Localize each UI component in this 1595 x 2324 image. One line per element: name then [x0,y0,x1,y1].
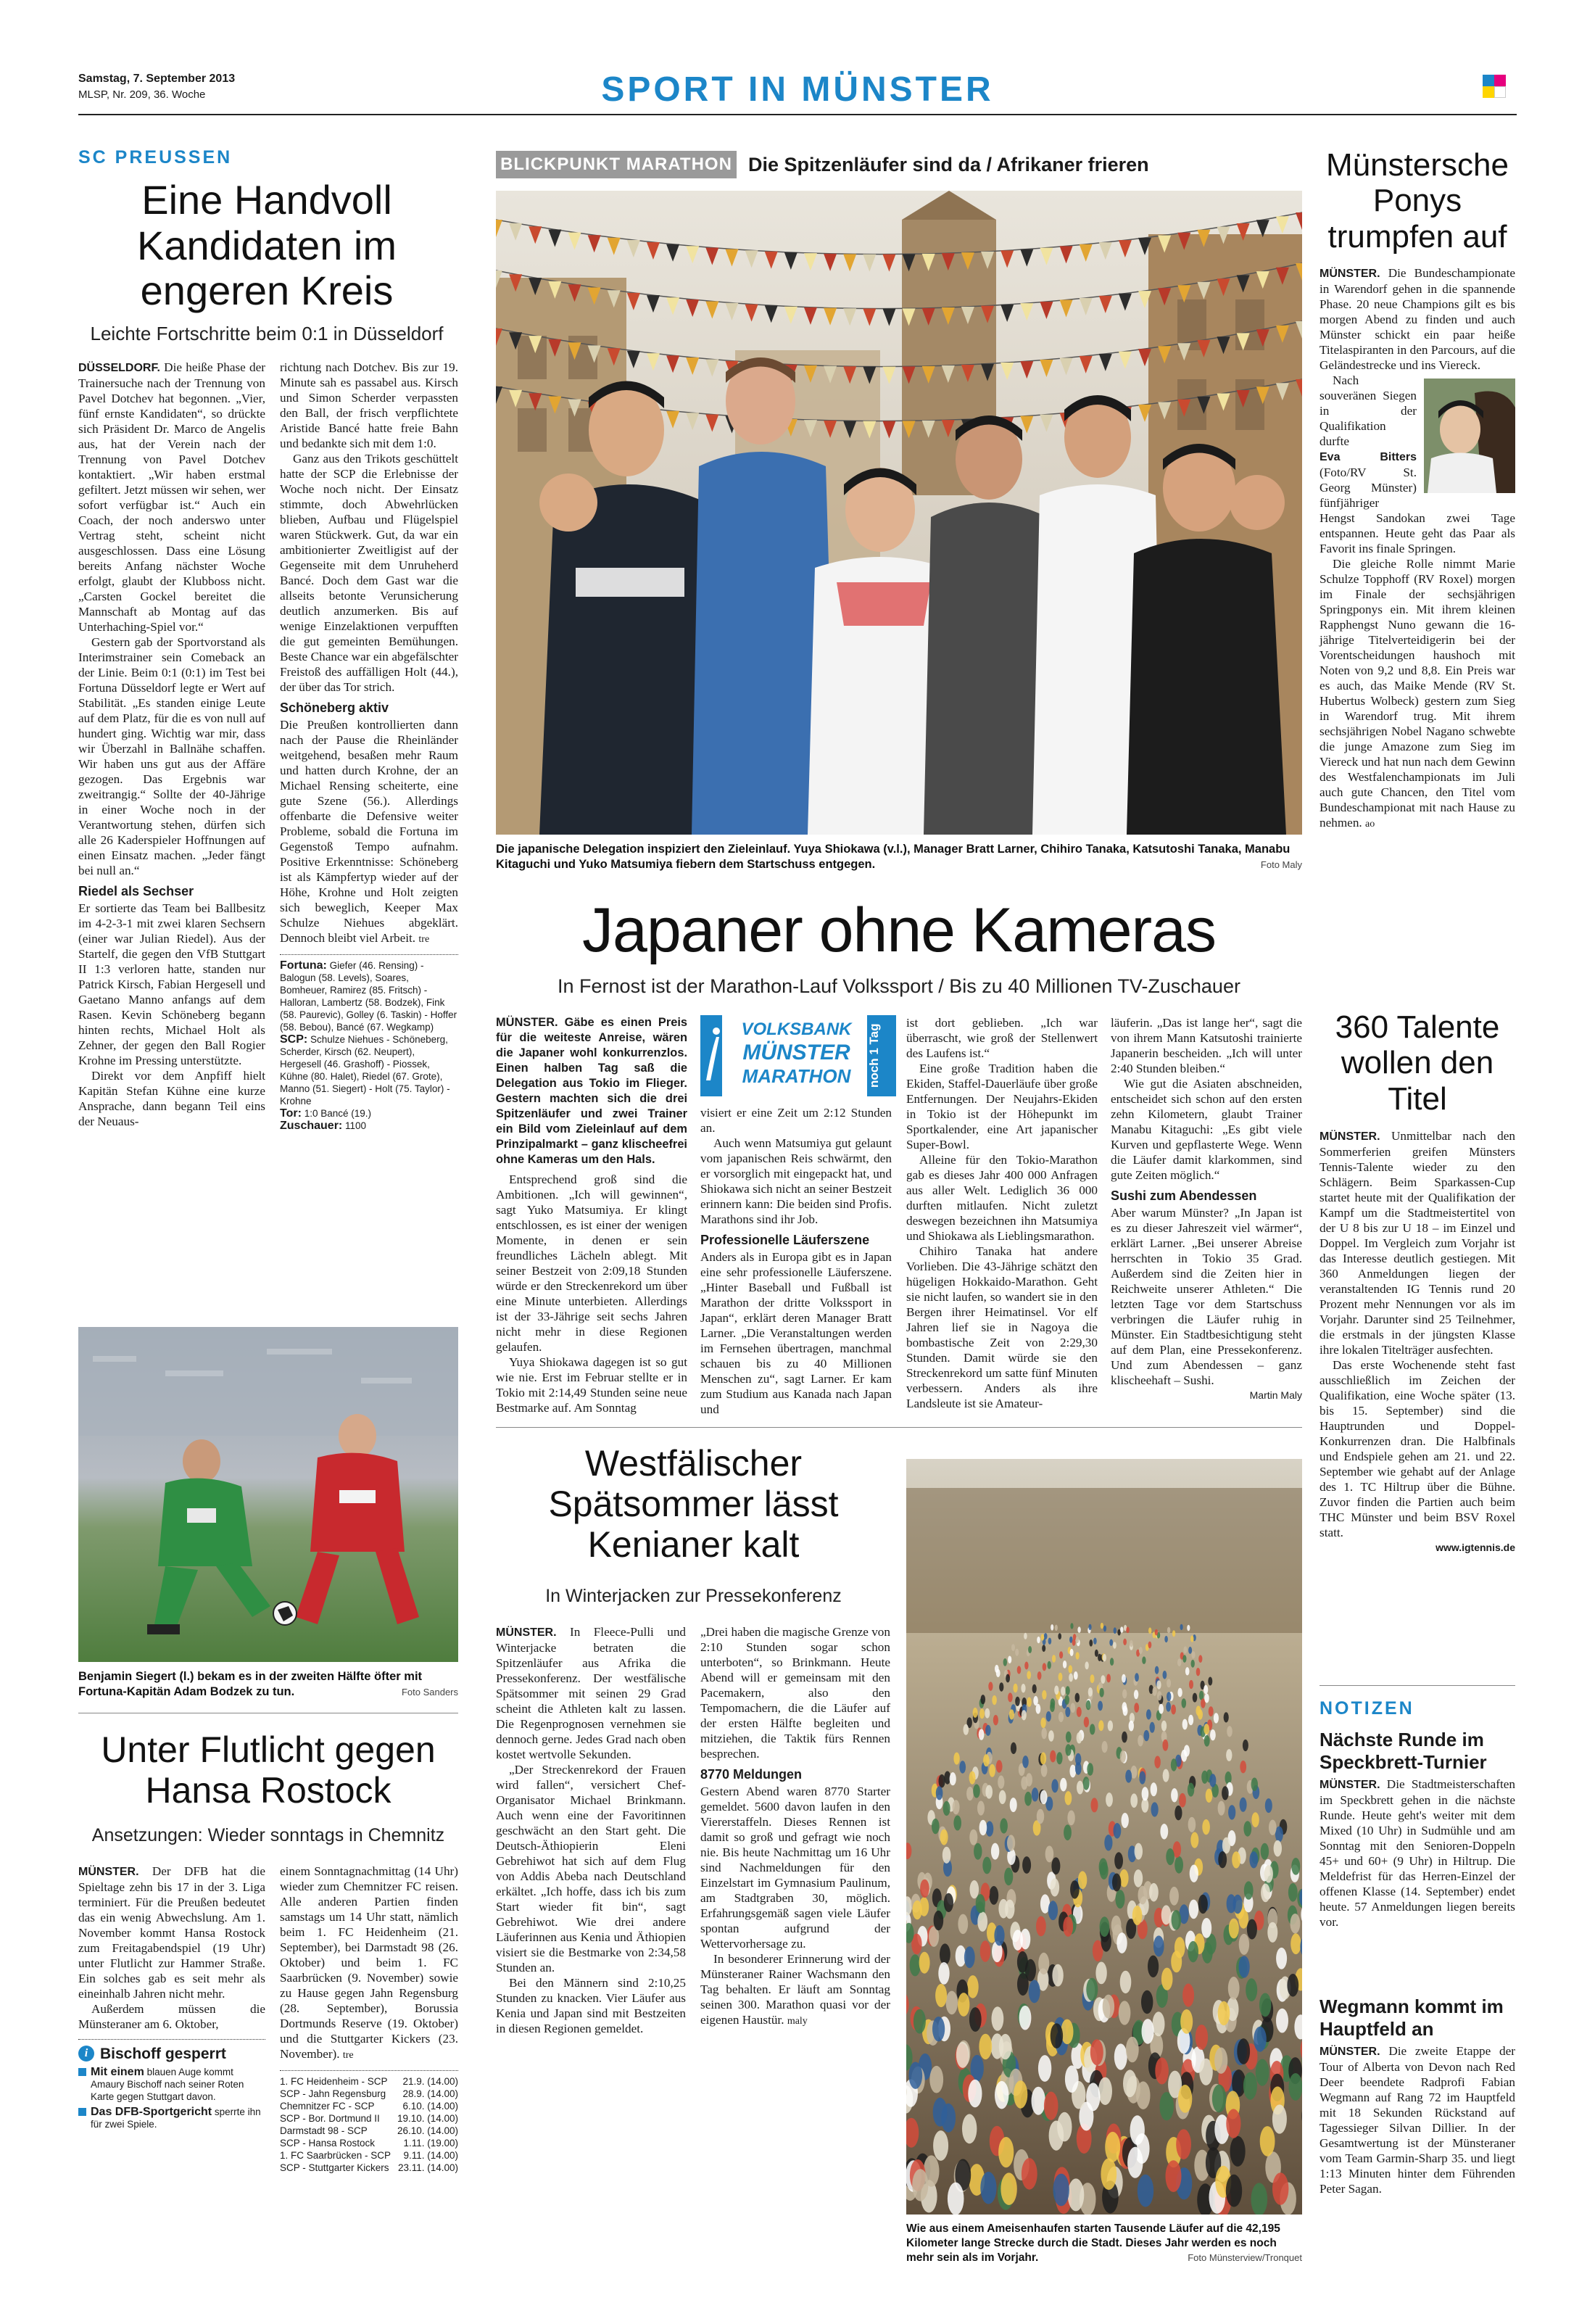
marathon-kicker-box: BLICKPUNKT MARATHON [496,151,737,178]
schedule-match: SCP - Jahn Regensburg [280,2088,386,2099]
schedule-match: Chemnitzer FC - SCP [280,2101,375,2112]
schedule-date: 1.11. (19.00) [403,2138,458,2149]
schedule-date: 19.10. (14.00) [397,2113,458,2124]
schedule-row [280,2125,458,2137]
schedule-date: 9.11. (14.00) [403,2150,458,2161]
marathon-col1-lead: MÜNSTER. Gäbe es einen Preis für die weiteste Anreise, wären die Japaner wohl konkurrenzlos. Einen halben Tag saß die Delegation aus Tokio im Flieger. Gestern machten sich die drei Spitzenläufer und zwei Trainer ein Bild vom Zieleinlauf auf dem Prinzipalmarkt – ganz klischeefrei ohne Kameras um den Hals. Entsprechend groß sind die Ambitionen. „Ich will gewinnen“, sagt Yuko Matsumiya. Er klingt entschlossen, es ist einer der wenigen Momente, in denen er sein freundliches Lächeln ablegt. Mit seiner Bestzeit von 2:09,18 Stunden würde er den Streckenrekord um über eine Minute unterbieten. Allerdings ist der 33-Jährige seit sechs Jahren nicht mehr in diese Regionen gelaufen. Yuya Shiokawa dagegen ist so gut wie nie. Erst im Februar stellte er in Tokio mit 2:14,49 Stunden seine neue Bestmarke auf. Am Sonntag [496,1016,687,1415]
schedule-match: SCP - Bor. Dortmund II [280,2113,380,2124]
bischoff-box: i Bischoff gesperrt Mit einem blauen Auge kommt Amaury Bischoff nach seiner Roten Karte gegen Stuttgart davon. Das DFB-Sportgericht sperrte ihn für zwei Spiele. [78,2046,265,2130]
schedule-match: SCP - Stuttgarter Kickers [280,2162,389,2173]
schedule-date: 23.11. (14.00) [397,2162,458,2173]
flutlicht-col2: einem Sonntagnachmittag (14 Uhr) wieder zum Chemnitzer FC reisen. Alle anderen Partien finden samstags um 14 Uhr statt, nämlich beim 1. FC Heidenheim (21. September), bei Darmstadt 98 (26. Oktober) und beim 1. FC Saarbrücken (9. November) sowie zu Hause gegen Jahn Regensburg (28. September), Borussia Dortmunds Reserve (19. Oktober) und die Stuttgarter Kickers (23. November). tre 1. FC Heidenheim - SCP 21.9. (14.00) SCP - Jahn Regensburg 28.9. (14.00) Chemnitzer FC - SCP 6.10. (14.00) SCP - Bor. Dortmund II 19.10. (14.00) Darmstadt 98 - SCP 26.10. (14.00) SCP - Hansa Rostock 1.11. (19.00) 1. FC Saarbrücken - SCP 9.11. (14.00) SCP - Stuttgarter Kickers 23.11. (14.00) [280,1864,458,2173]
marathon-col2: visiert er eine Zeit um 2:12 Stunden an. Auch wenn Matsumiya gut gelaunt vom japanischen Reis schwärmt, den er vorsorglich mit eingepackt hat, und Shiokawa sich nicht an seiner Bestzeit erinnern kann: Die beiden sind Profis. Marathons sind ihr Job. Professionelle Läuferszene Anders als in Europa gibt es in Japan eine sehr professionelle Läuferszene. „Hinter Baseball und Fußball ist Marathon der dritte Volkssport in Japan“, erklärt deren Manager Bratt Larner. „Die Veranstaltungen werden im Fernsehen übertragen, manchmal schauen bis zu 40 Millionen Menschen zu“, sagt Larner. Er kam zum Studium aus Kanada nach Japan und [700,1106,892,1416]
marathon-col4: läuferin. „Das ist lange her“, sagt die von ihrem Mann Katsutoshi trainierte Japanerin bescheiden. „Ich will unter 2:40 Stunden bleiben.“ Wie gut die Asiaten abschneiden, entscheidet sich schon auf den ersten zehn Kilometern, glaubt Trainer Manabu Kitaguchi: „Es gibt viele Kurven und gepflasterte Wege. Wenn die Läufer damit klarkommen, sind gute Zeiten möglich.“ Sushi zum Abendessen Aber warum Münster? „In Japan ist es zu dieser Jahreszeit viel wärmer“, erklärt Larner. „Bei unserer Abreise herrschten in Tokio 35 Grad. Außerdem sind die Zeiten hier in Reichweite unserer Athleten.“ Die letzten Tage vor dem Startschuss verbringen die Läufer ruhig in Münster. Ein Stadtbesichtigung steht auf dem Plan, eine Pressekonferenz. Und zum Abendessen – ganz klischeehaft – Sushi. Martin Maly [1111,1016,1302,1401]
kenianer-headline: Westfälischer Spätsommer lässt Kenianer kalt [548,1443,839,1565]
schedule-row [280,2162,458,2174]
flutlicht-headline: Unter Flutlicht gegen Hansa Rostock [101,1729,436,1811]
crowd-photo [906,1459,1302,2215]
notiz1-headline: Nächste Runde im Speckbrett-Turnier [1320,1729,1487,1773]
preussen-headline: Eine Handvoll Kandidaten im engeren Kreis [136,177,397,314]
schedule-match: Darmstadt 98 - SCP [280,2125,368,2136]
bischoff-title: Bischoff gesperrt [100,2045,226,2062]
notiz1-text: MÜNSTER. Die Stadtmeisterschaften im Speckbrett gehen in die nächste Runde. Heute geht's weiter mit dem Mixed (10 Uhr) in Sudmühle und am Sonntag mit den Senioren-Doppeln 45+ und 60+ (9 Uhr) in Hiltrup. Die Meldefrist für das Herren-Einzel der offenen Klasse (14. September) endet heute. 57 Anmeldungen liegen bereits vor. [1320,1777,1515,1929]
notiz2-headline: Wegmann kommt im Hauptfeld an [1320,1996,1504,2040]
volksbank-marathon-logo: VOLKSBANK MÜNSTER MARATHON noch 1 Tag [700,1015,896,1096]
notiz2-text: MÜNSTER. Die zweite Etappe der Tour of Alberta von Devon nach Red Deer beendete Radprofi Fabian Wegmann auf Rang 72 im Hauptfeld mit 18 Sekunden Rückstand auf Tagessieger Silvan Dillier. In der Gesamtwertung ist der Münsteraner vom Team Garmin-Sharp 35. und liegt 1:13 Minuten hinter dem Führenden Peter Sagan. [1320,2044,1515,2196]
kenianer-subhead: In Winterjacken zur Pressekonferenz [545,1586,842,1606]
schedule-date: 21.9. (14.00) [402,2076,458,2087]
schedule-match: 1. FC Saarbrücken - SCP [280,2150,392,2161]
flutlicht-subhead: Ansetzungen: Wieder sonntags in Chemnitz [91,1825,445,1845]
preussen-lineups: Fortuna: Giefer (46. Rensing) - Balogun (58. Levels), Soares, Bomheuer, Ramirez (85. Fritsch) - Halloran, Lambertz (58. Bodzek), Fink (58. Paurevic), Golley (6. Taskin) - Hoffer (58. Bebou), Bancé (67. Wegkamp) SCP: Schulze Niehues - Schöneberg, Scherder, Kirsch (62. Neupert), Hergesell (46. Grashoff) - Piossek, Kühne (80. Halet), Riedel (67. Grote), Manno (51. Siegert) - Holt (75. Taylor) - Krohne Tor: 1:0 Bancé (19.) Zuschauer: 1100 [280,959,457,1132]
marathon-col3: ist dort geblieben. „Ich war überrascht, wie groß der Stellenwert des Laufens ist.“ Eine große Tradition haben die Ekiden, Staffel-Dauerläufe über große Entfernungen. Der Neujahrs-Ekiden in Tokio ist der Höhepunkt im Sportkalender, eine Art japanischer Super-Bowl. Alleine für den Tokio-Marathon gab es dieses Jahr 400 000 Anfragen aus aller Welt. Lediglich 36 000 durften mitlaufen. Nicht zuletzt deswegen bezeichnen ihn Matsumiya und Shiokawa als Lieblingsmarathon. Chihiro Tanaka hat andere Vorlieben. Die 43-Jährige schätzt den hügeligen Hokkaido-Marathon. Geht sie nicht laufen, so wandert sie in den Bergen ihrer Heimatinsel. Vor elf Jahren lief sie in Nagoya die bombastische Zeit von 2:29,30 Stunden. Damit würde sie den Streckenrekord um satte fünf Minuten verbessern. Anders als ihre Landsleute ist sie Amateur- [906,1016,1098,1410]
masthead-rule [78,114,1517,115]
bullet-square-icon [78,2108,86,2116]
schedule-match: 1. FC Heidenheim - SCP [280,2076,388,2087]
ponys-text: MÜNSTER. Die Bundeschampionate in Warendorf gehen in die spannende Phase. 20 neue Champions gilt es bis morgen Abend zu finden und auch Münster schickt ein paar heiße Titelaspiranten in den Parcours, auf die Geländestrecke und ins Viereck. Nach souveränen Siegen in der Qualifikation durfte Eva Bitters (Foto/RV St. Georg Münster) fünfjähriger Hengst Sandokan zwei Tage entspannen. Heute geht das Paar als Favorit ins finale Springen. Die gleiche Rolle nimmt Marie Schulze Topphoff (RV Roxel) morgen im Finale der sechsjährigen Springponys ein. Mit ihrem kleinen Rapphengst Nuno gewann die 16-jährige Titelverteidigerin bei der Vorentscheidungen haushoch mit Noten von 9,2 und 8,8. Ein Preis war es auch, das Maike Mende (RV St. Hubertus Wolbeck) gestern zum Sieg in Warendorf trug. Mit ihrem sechsjährigen Nobel Nagano schwebte die junge Amazone zum Sieg im Viereck und hat nun nach dem Gewinn des Westfalenchampionats im Juli auch gute Chancen, den Titel vom Bundeschampionat mit nach Hause zu nehmen. ao [1320,266,1515,830]
bullet-square-icon [78,2068,86,2076]
soccer-photo [78,1327,458,1662]
marathon-headline: Japaner ohne Kameras [581,896,1216,965]
kenianer-col1: MÜNSTER. In Fleece-Pulli und Winterjacke betraten die Spitzenläufer aus Afrika die Pressekonferenz. Der westfälische Spätsommer mit seinen 29 Grad scheint die Athleten kalt zu lassen. Die Regenprognosen vernehmen sie dennoch gerne. Jedes Grad nach oben kostet wertvolle Sekunden. „Der Streckenrekord der Frauen wird fallen“, versichert Chef-Organisator Michael Brinkmann. Auch wenn eine der Favoritinnen geschwächt an den Start geht. Die Deutsch-Äthiopierin Eleni Gebrehiwot hat sich auf dem Flug von Addis Abeba nach Deutschland erkältet. „Ich hoffe, dass ich bis zum Start wieder fit bin“, sagt Gebrehiwot. Wie drei andere Läuferinnen aus Kenia und Äthiopien visiert sie die Bestmarke von 2:34,58 Stunden an. Bei den Männern sind 2:10,25 Stunden zu knacken. Vier Läufer aus Kenia und Japan sind mit Bestzeiten in diesen Regionen gemeldet. [496,1625,687,2035]
schedule-row [280,2088,458,2100]
color-logo-icon [1483,75,1506,98]
talente-headline: 360 Talente wollen den Titel [1335,1009,1500,1117]
preussen-col1-heading: Riedel als Sechser [78,884,194,898]
kenianer-col2: „Drei haben die magische Grenze von 2:10 Stunden sogar schon unterboten“, so Brinkmann. Heute Abend will er gemeinsam mit den Pacemakern, also den Tempomachern, die die Läufer auf der ersten Hälfte begleiten und mitziehen, die Taktik fürs Rennen besprechen. 8770 Meldungen Gestern Abend waren 8770 Starter gemeldet. 5600 davon laufen in den Viererstaffeln. Dieses Rennen ist damit so groß und gefragt wie noch nie. Bis heute Nachmittag um 16 Uhr sind Nachmeldungen für den Einzelstart im Gymnasium Paulinum, am Stadtgraben 30, möglich. Erfahrungsgemäß sagen viele Läufer spontan aufgrund der Wettervorhersage zu. In besonderer Erinnerung wird der Münsteraner Rainer Wachsmann den Tag behalten. Er läuft am Sonntag seinen 300. Marathon quasi vor der eigenen Haustür. maly [700,1625,890,2027]
marathon-subhead: In Fernost ist der Marathon-Lauf Volkssport / Bis zu 40 Millionen TV-Zuschauer [558,975,1240,997]
schedule-row [280,2100,458,2112]
schedule-row [280,2149,458,2162]
section-title: SPORT IN MÜNSTER [601,70,994,109]
preussen-subhead: Leichte Fortschritte beim 0:1 in Düsseldorf [90,323,444,344]
crowd-caption: Wie aus einem Ameisenhaufen starten Tausende Läufer auf die 42,195 Kilometer lange Strecke durch die Stadt. Dieses Jahr werden es noch mehr sein als im Vorjahr. Foto Münsterview/Tronquet [906,2222,1302,2264]
marathon-kicker-text: Die Spitzenläufer sind da / Afrikaner frieren [748,154,1149,175]
flutlicht-col1: MÜNSTER. Der DFB hat die Spieltage zehn bis 17 in der 3. Liga terminiert. Für die Preußen bedeutet das ein wenig Abwechslung. Am 1. November kommt Hansa Rostock zum Freitagabendspiel (19 Uhr) unter Flutlicht zur Hammer Straße. Ein solches gab es seit mehr als eineinhalb Jahren nicht mehr. Außerdem müssen die Münsteraner am 6. Oktober, i Bischoff gesperrt Mit einem blauen Auge kommt Amaury Bischoff nach seiner Roten Karte gegen Stuttgart davon. Das DFB-Sportgericht sperrte ihn für zwei Spiele. [78,1864,265,2130]
masthead-date: Samstag, 7. September 2013 [78,73,236,85]
preussen-col2: richtung nach Dotchev. Bis zur 19. Minute sah es passabel aus. Kirsch und Simon Scherder verpassten den Ball, der frisch verpflichtete Aristide Bancé hatte freie Bahn und bedankte sich mit dem 1:0. Ganz aus den Trikots geschüttelt hatte der SCP die Erlebnisse der Woche noch nicht. Der Einsatz stimmte, doch Abwehrlücken blieben, Aufbau und Flügelspiel waren Stückwerk. Gut, da war ein ambitionierter Zweitligist auf der Gegenseite mit dem Unruheherd Bancé. Doch dem Gast war die allseits betonte Verunsicherung deutlich anzumerken. Bis auf wenige Einzelaktionen verpufften die gut gemeinten Bemühungen. Beste Chance war ein abgefälschter Freistoß des auffälligen Holt (44.), der über das Tor strich. Schöneberg aktiv Die Preußen kontrollierten dann nach der Pause die Rheinländer weitgehend, besaßen mehr Raum und hatten durch Krohne, der an Michael Rensing scheiterte, eine gute Szene (56.). Allerdings offenbarte die Defensive weiter Probleme, sobald die Fortuna im Gegenstoß Tempo aufnahm. Positive Erkenntnisse: Schöneberg ist als Kämpfertyp wieder auf der Höhe, Krohne und Holt zeigten sich beweglich, Keeper Max Schulze Niehues abgeklärt. Dennoch bleibt viel Arbeit. tre Fortuna: Giefer (46. Rensing) - Balogun (58. Levels), Soares, Bomheuer, Ramirez (85. Fritsch) - Halloran, Lambertz (58. Bodzek), Fink (58. Paurevic), Golley (6. Taskin) - Hoffer (58. Bebou), Bancé (67. Wegkamp) SCP: Schulze Niehues - Schöneberg, Scherder, Kirsch (62. Neupert), Hergesell (46. Grashoff) - Piossek, Kühne (80. Halet), Riedel (67. Grote), Manno (51. Siegert) - Holt (75. Taylor) - Krohne Tor: 1:0 Bancé (19.) Zuschauer: 1100 [280,360,458,1132]
soccer-caption: Benjamin Siegert (l.) bekam es in der zweiten Hälfte öfter mit Fortuna-Kapitän Adam Bodzek zu tun. Foto Sanders [78,1670,458,1698]
divider-right [1320,1685,1515,1686]
notizen-kicker: NOTIZEN [1320,1698,1414,1719]
schedule-date: 6.10. (14.00) [402,2101,458,2112]
schedule-row [280,2112,458,2125]
schedule-date: 28.9. (14.00) [402,2088,458,2099]
talente-text: MÜNSTER. Unmittelbar nach den Sommerferien greifen Münsters Tennis-Talente wieder zu den Schlägern. Beim Sparkassen-Cup startet heute mit der Qualifikation der Kampf um die Stadtmeistertitel von der U 8 bis zur U 18 – im Einzel und Doppel. Im Vergleich zum Vorjahr ist das Interesse deutlich gestiegen. Mit 360 Anmeldungen liegen der veranstaltenden IG Tennis rund 20 Prozent mehr Nennungen vor als im Vorjahr. Darunter sind 25 Teilnehmer, die erstmals in der jüngsten Klasse ihre lokalen Titelträger ausfechten. Das erste Wochenende steht fast ausschließlich im Zeichen der Qualifikation, eine Woche später (13. bis 15. September) sind die Hauptrunden und Doppel-Konkurrenzen dran. Die Halbfinals und Endspiele gehen am 21. und 22. September wie gehabt auf der Anlage des 1. TC Hiltrup über die Bühne. Zuvor finden die Partien auch beim THC Münster und beim BSV Roxel statt. www.igtennis.de [1320,1129,1515,1553]
schedule-match: SCP - Hansa Rostock [280,2138,376,2149]
schedule-row [280,2075,458,2088]
preussen-kicker: SC PREUSSEN [78,147,233,168]
delegation-caption: Die japanische Delegation inspiziert den Zieleinlauf. Yuya Shiokawa (v.l.), Manager Bratt Larner, Chihiro Tanaka, Katsutoshi Tanaka, Manabu Kitaguchi und Yuko Matsumiya fiebern dem Startschuss entgegen. Foto Maly [496,843,1302,871]
schedule-date: 26.10. (14.00) [397,2125,458,2136]
info-icon: i [78,2046,94,2062]
ponys-headline: Münstersche Ponys trumpfen auf [1326,147,1509,255]
preussen-col2-heading: Schöneberg aktiv [280,700,389,715]
masthead-issue: MLSP, Nr. 209, 36. Woche [78,88,206,101]
schedule-table [280,2075,458,2174]
delegation-photo [496,191,1302,835]
rider-photo [1424,379,1515,493]
schedule-row [280,2137,458,2149]
preussen-col1: DÜSSELDORF. Die heiße Phase der Trainersuche nach der Trennung von Pavel Dotchev hat begonnen. „Vier, fünf ernste Kandidaten“, so drückte sich Präsident Dr. Marco de Angelis aus, hat der Verein nach der Trennung von Pavel Dotchev kontaktiert. „Wir haben erstmal gefiltert. Jetzt müssen wir sehen, wer sofort verfügbar ist.“ Auch ein Coach, der noch anderswo unter Vertrag steht, scheint nicht ausgeschlossen. Dass eine Lösung bereits Anfang nächster Woche erfolgt, glaubt der Klubboss nicht. „Carsten Gockel bereitet die Mannschaft ab Montag auf das Unterhaching-Spiel vor.“ Gestern gab der Sportvorstand als Interimstrainer sein Comeback an der Linie. Beim 0:1 (0:1) im Test bei Fortuna Düsseldorf legte er Wert auf Stabilität. „Es standen einige Leute auf dem Platz, für die es von null auf hundert ging. Wichtig war mir, dass wir Überzahl in Ballnähe schaffen. Wir haben uns gut aus der Affäre gezogen. Das Ergebnis war zweitrangig.“ Sollte der 40-Jährige in einer Woche noch in der Verantwortung stehen, dürfen sich alle 26 Kaderspieler Hoffnungen auf einen Einsatz machen. „Jeder fängt bei null an.“ Riedel als Sechser Er sortierte das Team bei Ballbesitz im 4-2-3-1 mit zwei klaren Sechsern (einer war Julian Riedel). Aus der Startelf, die gegen den VfB Stuttgart II 1:3 verloren hatte, standen nur Patrick Kirsch, Fabian Hergesell und Gaetano Manno anfangs auf dem Rasen. Kevin Schöneberg begann hinten rechts, Michael Holt als Zehner, der gegen den Ball Rogier Krohne im Pressing unterstützte. Direkt vor dem Anpfiff hielt Kapitän Stefan Kühne eine kurze Ansprache, dann begann Teil eins der Neuaus- [78,360,265,1128]
divider-center [496,1427,1302,1428]
